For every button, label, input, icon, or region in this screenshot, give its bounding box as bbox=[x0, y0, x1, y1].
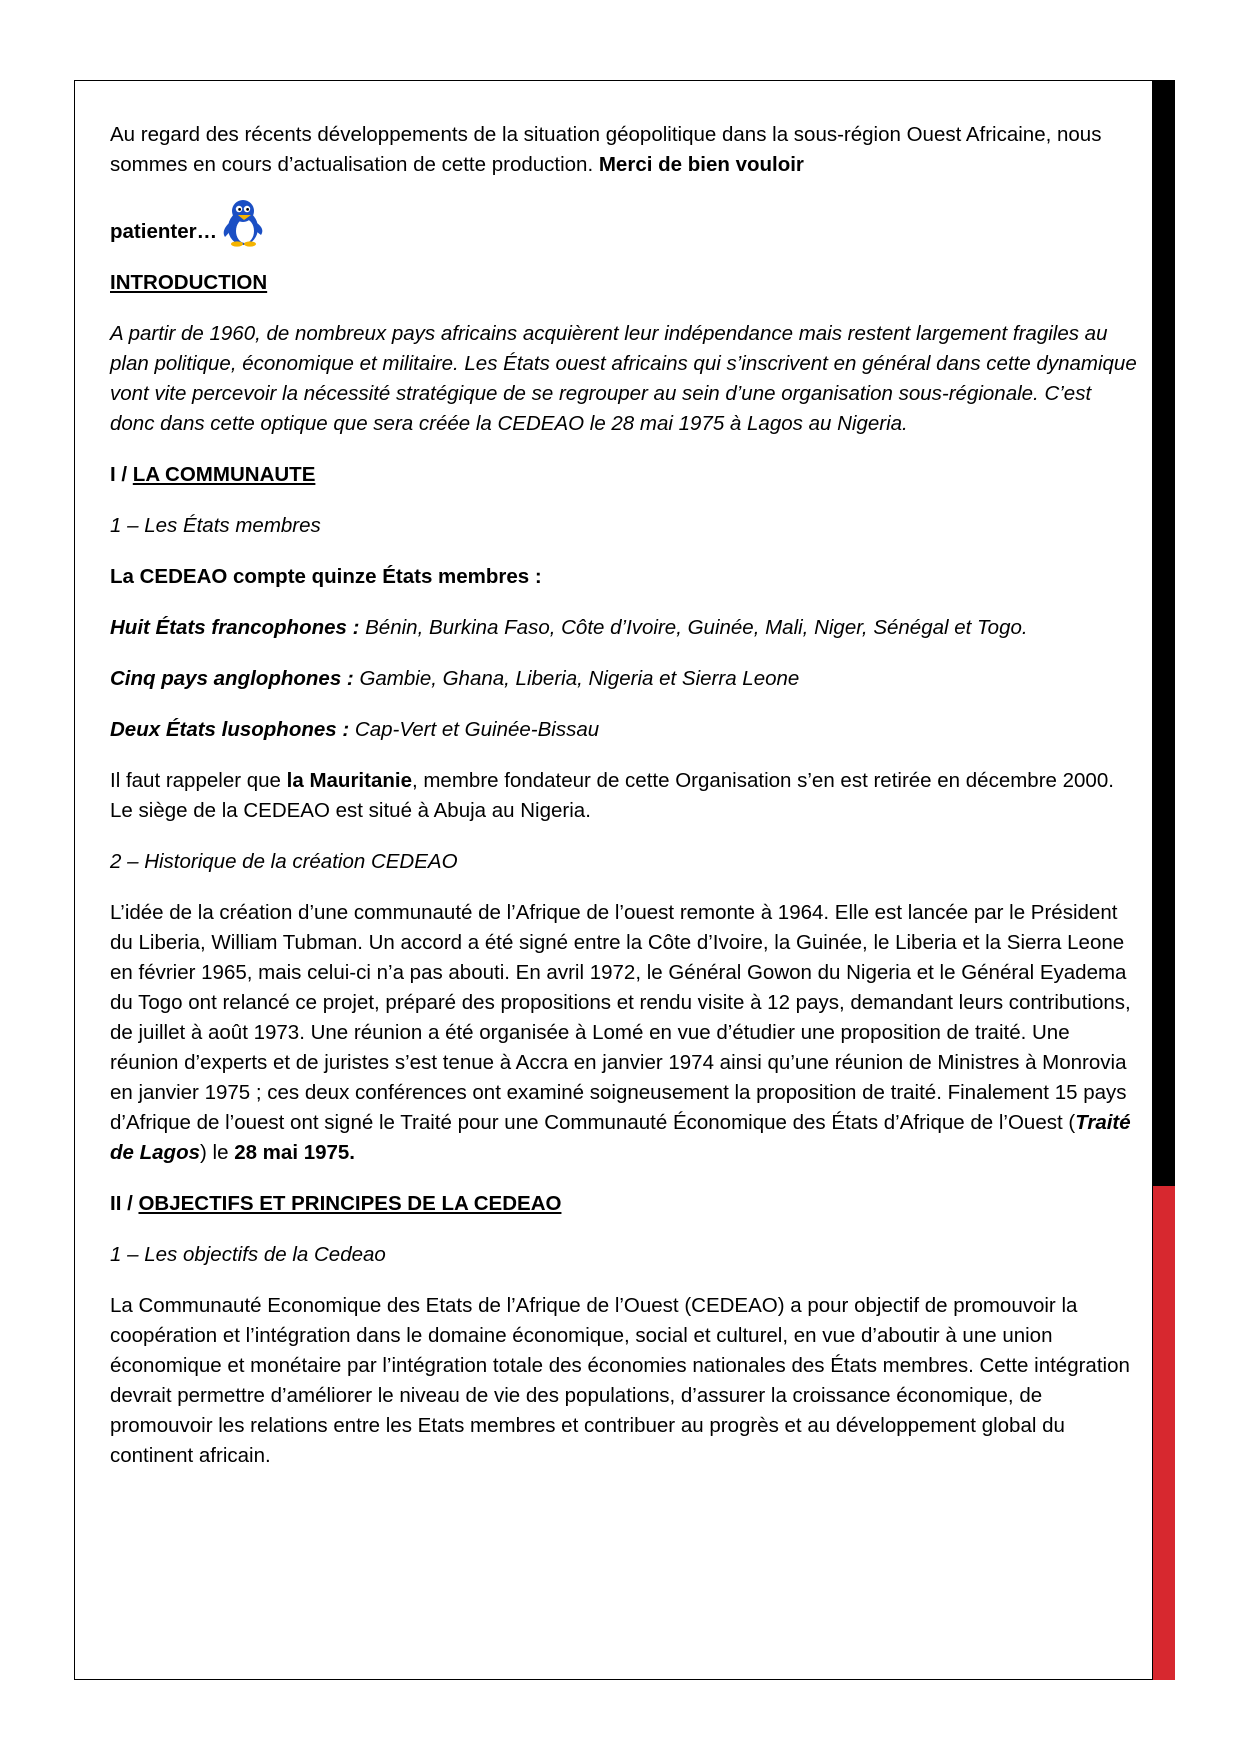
intro-text: A partir de 1960, de nombreux pays africains acquièrent leur indépendance mais restent largement fragiles au plan politique, économique et militaire. Les États ouest africains qui s’inscrivent en général dans cette dynamique vont vite percevoir la nécessité stratégique de se regrouper au sein d’une organisation sous-régionale. C’est donc dans cette optique que sera créée la CEDEAO le 28 mai 1975 à Lagos au Nigeria. bbox=[110, 322, 1137, 435]
treaty-name: Traité de Lagos bbox=[110, 1111, 1131, 1164]
section1-sub2: 2 – Historique de la création CEDEAO bbox=[110, 850, 458, 873]
document-body bbox=[110, 120, 1140, 1492]
penguin-mascot-icon bbox=[219, 197, 265, 247]
section2-prefix: II / bbox=[110, 1192, 139, 1215]
history-text: L’idée de la création d’une communauté de l’Afrique de l’ouest remonte à 1964. Elle est lancée par le Président du Liberia, William Tubman. Un accord a été signé entre la Côte d’Ivoire, la Guinée, le Liberia et la Sierra Leone en février 1965, mais celui-ci n’a pas abouti. En avril 1972, le Général Gowon du Nigeria et le Général Eyadema du Togo ont relancé ce projet, préparé des propositions et rendu visite à 12 pays, demandant leurs contributions, de juillet à août 1973. Une réunion a été organisée à Lomé en vue d’étudier une proposition de traité. Une réunion d’experts et de juristes s’est tenue à Accra en janvier 1974 ainsi qu’une réunion de Ministres à Monrovia en janvier 1975 ; ces deux conférences ont examiné soigneusement la proposition de traité. Finalement 15 pays d’Afrique de l’ouest ont signé le Traité pour une Communauté Économique des États d’Afrique de l’Ouest ( bbox=[110, 901, 1131, 1134]
section1-prefix: I / bbox=[110, 463, 133, 486]
history-mid: ) le bbox=[200, 1141, 235, 1164]
history-paragraph bbox=[110, 898, 1140, 1168]
notice-bold-a: Merci de bien vouloir bbox=[598, 153, 804, 176]
treaty-date: 28 mai 1975. bbox=[234, 1141, 356, 1164]
intro-heading: INTRODUCTION bbox=[110, 271, 268, 294]
section1-heading bbox=[110, 460, 1140, 490]
section1-sub1: 1 – Les États membres bbox=[110, 514, 321, 537]
mauritania-bold: la Mauritanie bbox=[286, 769, 412, 792]
members-lead: La CEDEAO compte quinze États membres : bbox=[110, 565, 542, 588]
section2-sub1: 1 – Les objectifs de la Cedeao bbox=[110, 1243, 386, 1266]
francophone-line bbox=[110, 613, 1140, 643]
objectives-text: La Communauté Economique des Etats de l’Afrique de l’Ouest (CEDEAO) a pour objectif de promouvoir la coopération et l’intégration dans le domaine économique, social et culturel, en vue d’aboutir à une union économique et monétaire par l’intégration totale des économies nationales des États membres. Cette intégration devrait permettre d’améliorer le niveau de vie des populations, d’assurer la croissance économique, de promouvoir les relations entre les Etats membres et contribuer au progrès et au développement global du continent africain. bbox=[110, 1294, 1130, 1467]
anglophone-label: Cinq pays anglophones : bbox=[110, 667, 354, 690]
lusophone-label: Deux États lusophones : bbox=[110, 718, 350, 741]
anglophone-line bbox=[110, 664, 1140, 694]
lusophone-line bbox=[110, 715, 1140, 745]
notice-text: Au regard des récents développements de la situation géopolitique dans la sous-région Ouest Africaine, nous sommes en cours d’actualisation de cette production. bbox=[110, 123, 1102, 176]
notice-paragraph bbox=[110, 120, 1140, 180]
anglophone-list: Gambie, Ghana, Liberia, Nigeria et Sierra Leone bbox=[353, 667, 800, 690]
notice-bold-b: patienter… bbox=[110, 220, 218, 243]
section1-title: LA COMMUNAUTE bbox=[132, 463, 316, 486]
lusophone-list: Cap-Vert et Guinée-Bissau bbox=[349, 718, 600, 741]
mauritania-text-b: , membre fondateur de cette Organisation s’en est retirée en décembre 2000. Le siège de la CEDEAO est situé à Abuja au Nigeria. bbox=[110, 769, 1114, 822]
francophone-list: Bénin, Burkina Faso, Côte d’Ivoire, Guinée, Mali, Niger, Sénégal et Togo. bbox=[359, 616, 1028, 639]
section2-heading bbox=[110, 1189, 1140, 1219]
side-bar-black bbox=[1153, 80, 1175, 1186]
wait-line bbox=[110, 197, 1140, 247]
mauritania-paragraph bbox=[110, 766, 1140, 826]
side-bar-red bbox=[1153, 1186, 1175, 1680]
section2-title: OBJECTIFS ET PRINCIPES DE LA CEDEAO bbox=[138, 1192, 562, 1215]
mauritania-text-a: Il faut rappeler que bbox=[110, 769, 287, 792]
francophone-label: Huit États francophones : bbox=[110, 616, 360, 639]
